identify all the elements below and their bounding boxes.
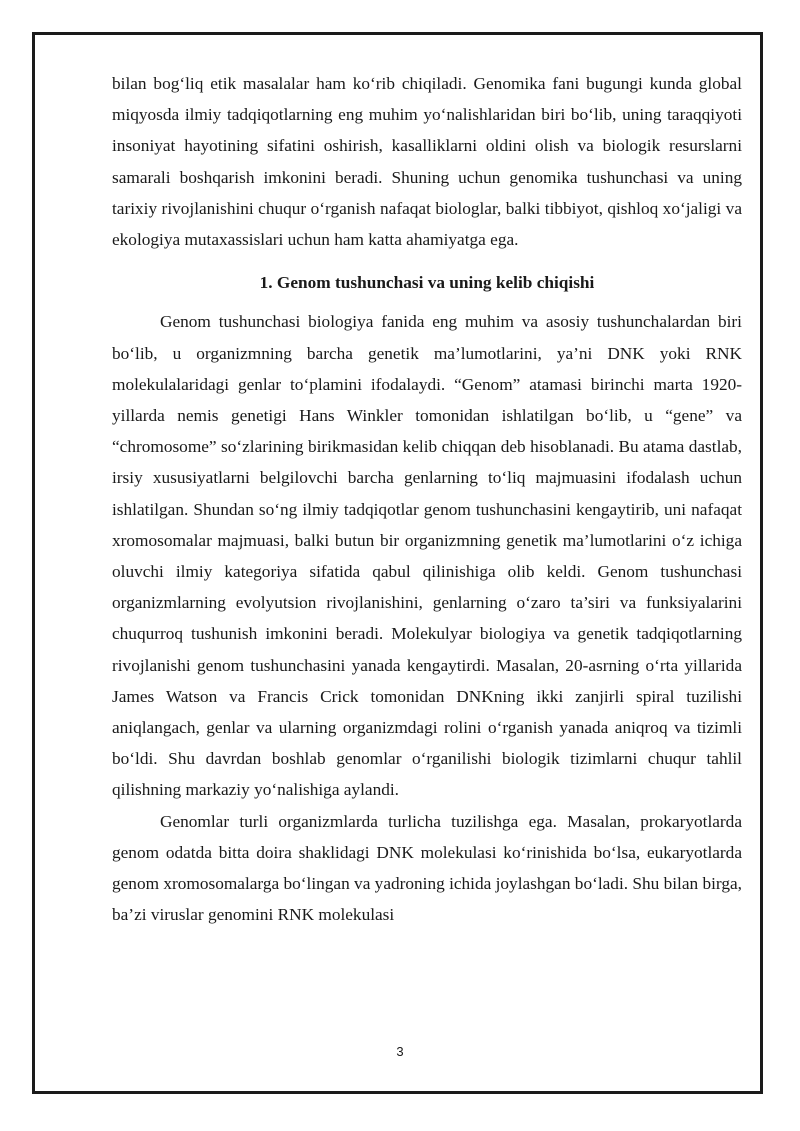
section-heading: 1. Genom tushunchasi va uning kelib chiqishi [259,273,595,293]
page-number: 3 [396,1044,404,1059]
intro-paragraph: bilan bog‘liq etik masalalar ham ko‘rib chiqiladi. Genomika fani bugungi kunda global miqyosda ilmiy tadqiqotlarning eng muhim yo‘nalishlaridan biri bo‘lib, uning taraqqiyoti insoniyat hayotining sifatini oshirish, kasalliklarni oldini olish va biologik resurslarni samarali boshqarish imkonini beradi. Shuning uchun genomika tushunchasi va uning tarixiy rivojlanishini chuqur o‘rganish nafaqat biologlar, balki tibbiyot, qishloq xo‘jaligi va ekologiya mutaxassislari uchun ham katta ahamiyatga ega. [112,74,742,250]
document-body [112,68,742,930]
paragraph-1: Genom tushunchasi biologiya fanida eng muhim va asosiy tushunchalardan biri bo‘lib, u organizmning barcha genetik ma’lumotlarini, ya’ni DNK yoki RNK molekulalaridagi genlar to‘plamini ifodalaydi. “Genom” atamasi birinchi marta 1920-yillarda nemis genetigi Hans Winkler tomonidan ishlatilgan bo‘lib, u “gene” va “chromosome” so‘zlarining birikmasidan kelib chiqqan deb hisoblanadi. Bu atama dastlab, irsiy xususiyatlarni belgilovchi barcha genlarning to‘liq majmuasini ifodalash uchun ishlatilgan. Shundan so‘ng ilmiy tadqiqotlar genom tushunchasini kengaytirib, uni nafaqat xromosomalar majmuasi, balki butun bir organizmning genetik ma’lumotlarini o‘z ichiga oluvchi ilmiy kategoriya sifatida qabul qilinishiga olib keldi. Genom tushunchasi organizmlarning evolyutsion rivojlanishini, genlarning o‘zaro ta’siri va funksiyalarini chuqurroq tushunish imkonini beradi. Molekulyar biologiya va genetik tadqiqotlarning rivojlanishi genom tushunchasini yanada kengaytirdi. Masalan, 20-asrning o‘rta yillarida James Watson va Francis Crick tomonidan DNKning ikki zanjirli spiral tuzilishi aniqlangach, genlar va ularning organizmdagi rolini o‘rganish yanada aniqroq va tizimli bo‘ldi. Shu davrdan boshlab genomlar o‘rganilishi biologik tizimlarni chuqur tahlil qilishning markaziy yo‘nalishiga aylandi. [112,312,742,800]
paragraph-2: Genomlar turli organizmlarda turlicha tuzilishga ega. Masalan, prokaryotlarda genom odatda bitta doira shaklidagi DNK molekulasi ko‘rinishida bo‘lsa, eukaryotlarda genom xromosomalarga bo‘lingan va yadroning ichida joylashgan bo‘ladi. Shu bilan birga, ba’zi viruslar genomini RNK molekulasi [112,811,742,925]
